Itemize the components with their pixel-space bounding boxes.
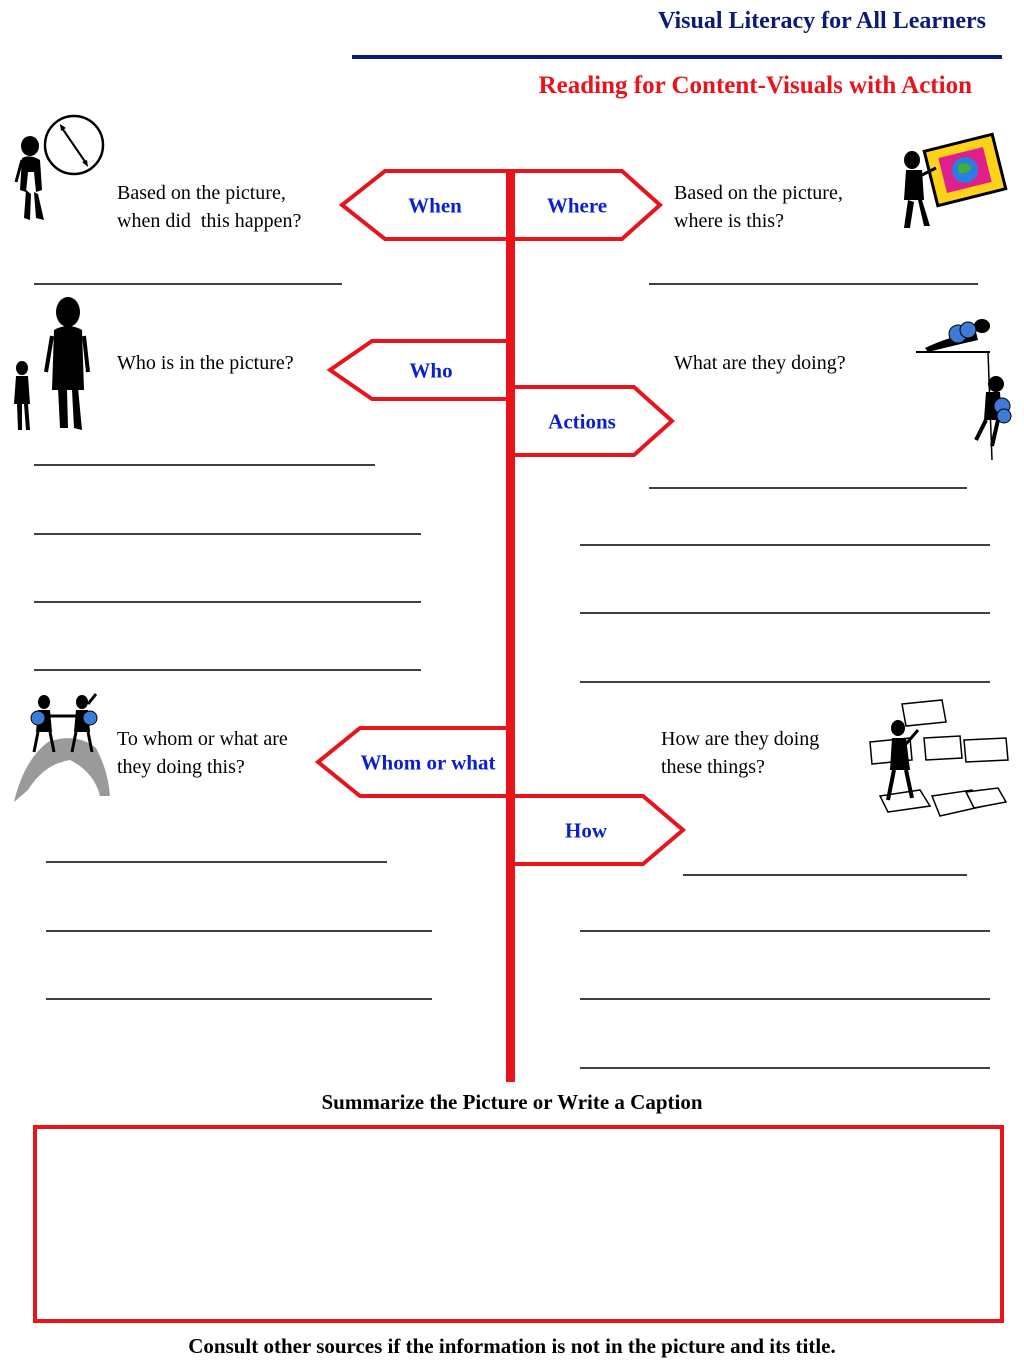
question-who: Who is in the picture?	[117, 352, 294, 374]
question-when: Based on the picture, when did this happen?	[117, 182, 302, 232]
sign-label-how: How	[565, 818, 607, 843]
clock-person-icon	[16, 116, 103, 220]
question-how: How are they doing these things?	[661, 728, 820, 778]
sign-label-where: Where	[546, 193, 608, 218]
signpost-pole	[506, 171, 515, 1082]
summary-box[interactable]	[33, 1125, 1004, 1323]
question-actions: What are they doing?	[674, 352, 846, 374]
worksheet-title: Visual Literacy for All Learners	[658, 8, 986, 34]
footer-note: Consult other sources if the information is not in the picture and its title.	[188, 1334, 836, 1358]
question-where: Based on the picture, where is this?	[674, 182, 843, 232]
worksheet-subtitle: Reading for Content-Visuals with Action	[538, 72, 972, 99]
two-people-icon	[14, 297, 88, 430]
handshake-on-hill-icon	[14, 694, 110, 802]
sign-label-whom: Whom or what	[360, 750, 496, 775]
climbers-icon	[916, 319, 1011, 460]
papers-person-icon	[870, 700, 1008, 816]
map-person-icon	[904, 134, 1006, 228]
sign-label-when: When	[408, 193, 462, 218]
summary-label: Summarize the Picture or Write a Caption	[321, 1090, 703, 1114]
sign-label-who: Who	[409, 358, 453, 383]
sign-label-actions: Actions	[548, 409, 616, 434]
question-whom: To whom or what are they doing this?	[117, 728, 288, 778]
